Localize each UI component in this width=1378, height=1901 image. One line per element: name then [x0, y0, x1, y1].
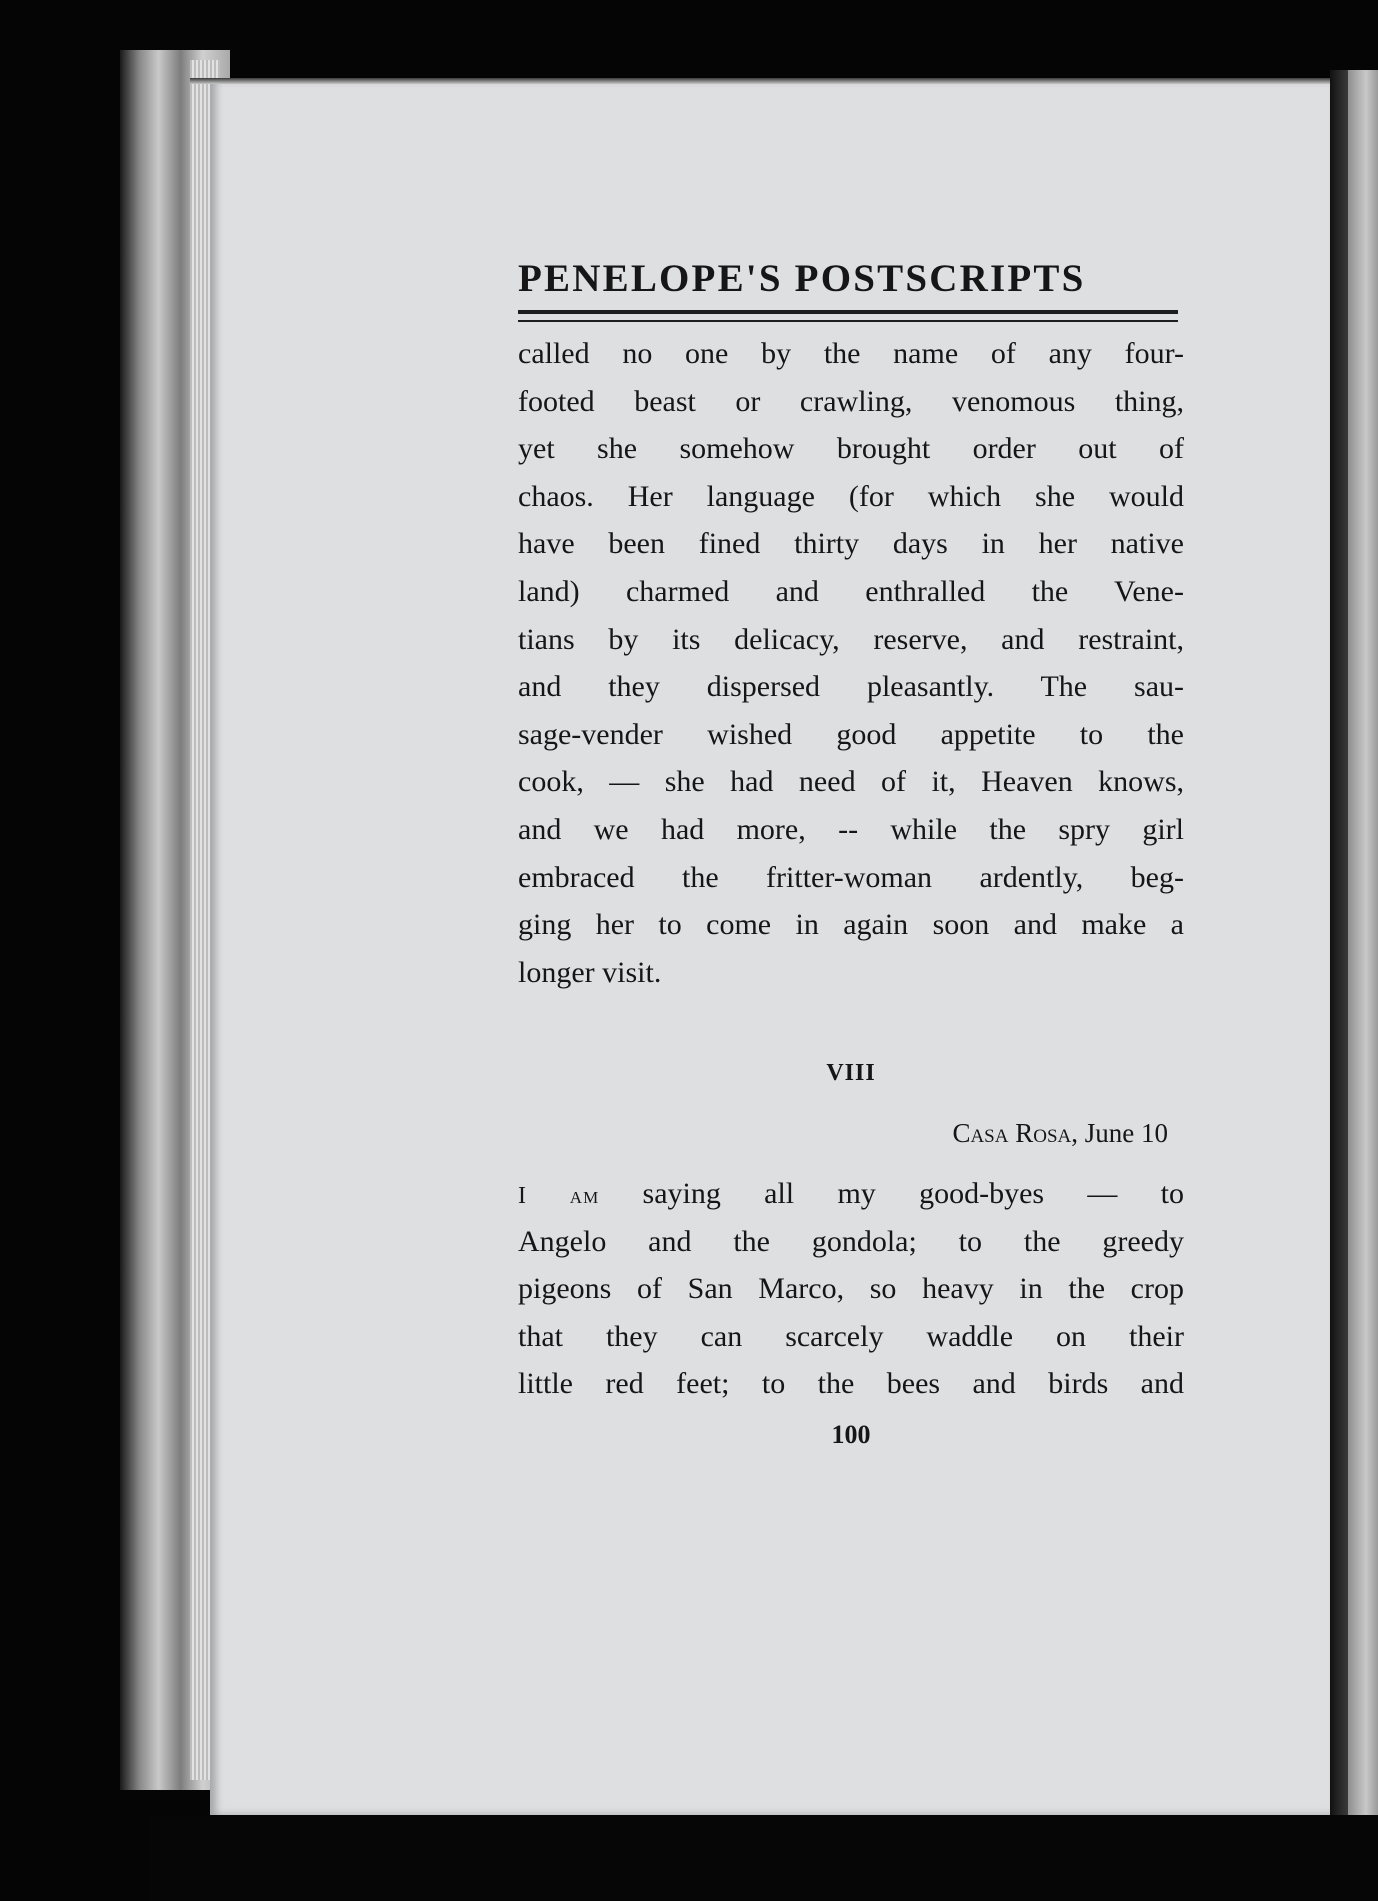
section-number: VIII: [826, 1060, 876, 1086]
text-line: [518, 1170, 1184, 1218]
dateline-place: Casa Rosa,: [952, 1118, 1078, 1148]
dateline-date: June 10: [1084, 1118, 1168, 1148]
dateline: [518, 1118, 1168, 1149]
text-line: sage-vender wished good appetite to the: [518, 717, 1184, 751]
text-line: and they dispersed pleasantly. The sau-: [518, 670, 1184, 704]
page-number: 100: [831, 1420, 871, 1449]
text-line-rest: saying all my good-byes — to: [642, 1177, 1185, 1210]
text-line: and we had more, -- while the spry girl: [518, 812, 1184, 846]
text-line: little red feet; to the bees and birds and: [518, 1367, 1184, 1401]
first-paragraph: [518, 330, 1184, 996]
running-head-rule: [518, 310, 1178, 322]
facing-page-edge: [1348, 70, 1378, 1820]
text-line: ging her to come in again soon and make a: [518, 908, 1184, 942]
text-line: chaos. Her language (for which she would: [518, 479, 1184, 513]
text-line: have been fined thirty days in her native: [518, 527, 1184, 561]
text-line: cook, — she had need of it, Heaven knows,: [518, 765, 1184, 799]
text-line: called no one by the name of any four-: [518, 337, 1184, 370]
text-line: land) charmed and enthralled the Vene-: [518, 574, 1184, 608]
text-line: footed beast or crawling, venomous thing,: [518, 384, 1184, 418]
text-line: yet she somehow brought order out of: [518, 432, 1184, 466]
page-top-edge: [190, 78, 1330, 84]
text-line: longer visit.: [518, 955, 662, 989]
running-head: PENELOPE'S POSTSCRIPTS: [518, 257, 1086, 300]
opening-words: I am: [518, 1183, 600, 1209]
page-fold-shadow: [1330, 70, 1348, 1820]
text-line: pigeons of San Marco, so heavy in the crop: [518, 1272, 1184, 1306]
text-line: embraced the fritter-woman ardently, beg-: [518, 860, 1184, 894]
text-line: Angelo and the gondola; to the greedy: [518, 1224, 1184, 1258]
second-paragraph: [518, 1170, 1184, 1408]
text-line: that they can scarcely waddle on their: [518, 1319, 1184, 1353]
bottom-shadow: [150, 1815, 1378, 1901]
text-line: tians by its delicacy, reserve, and restraint,: [518, 622, 1184, 656]
